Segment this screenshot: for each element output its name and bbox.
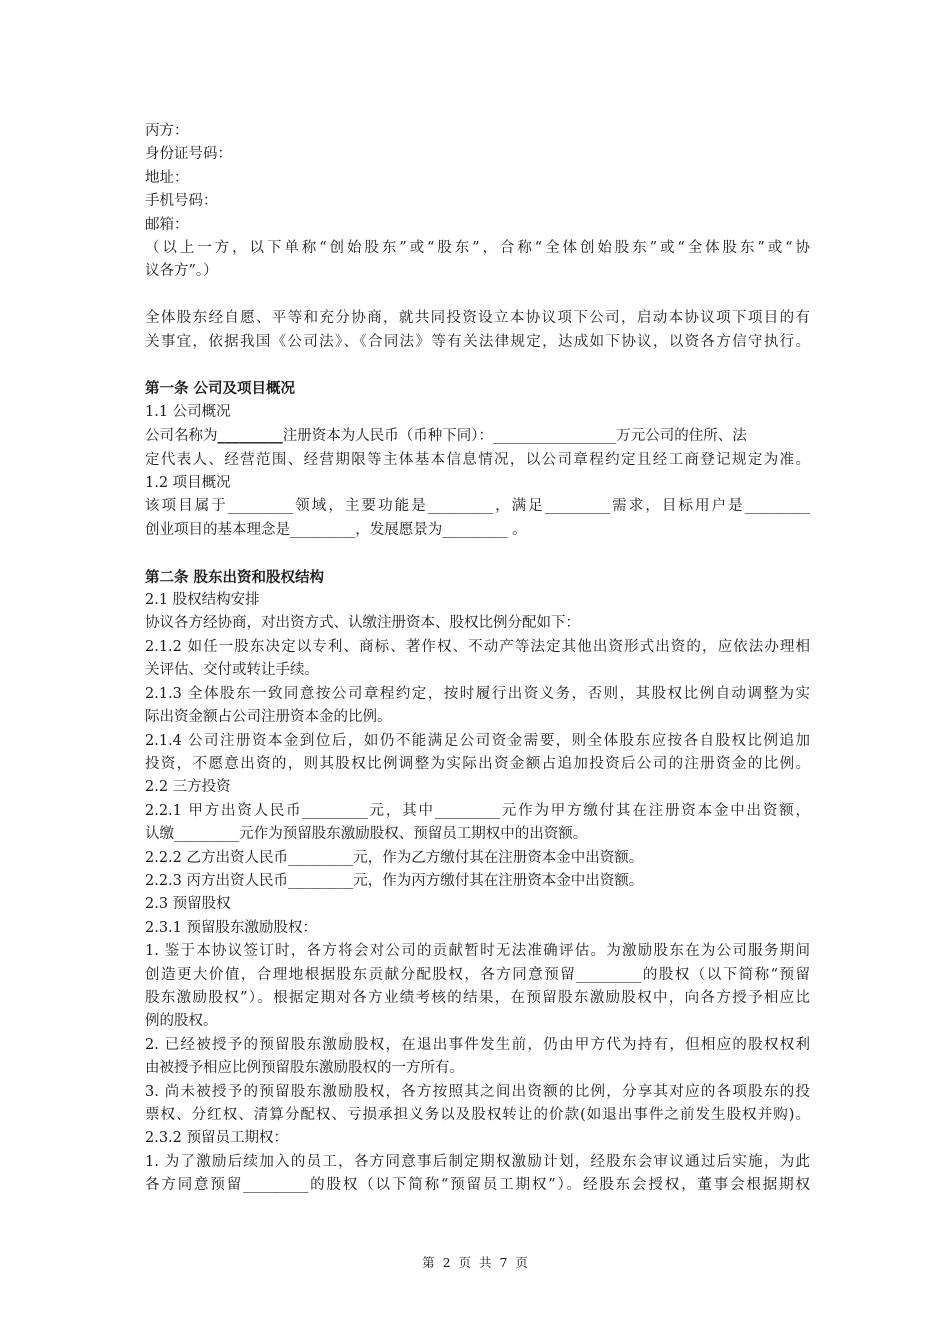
document-body [145, 120, 810, 1198]
page-number-footer: 第 2 页 共 7 页 [422, 1255, 528, 1270]
incentive-paragraph-1-line: 创造更大价值，合理地根据股东贡献分配股权，各方同意预留_________的股权（以下简称“预留 [145, 966, 810, 983]
party-c-label: 丙方： [145, 123, 189, 139]
registered-capital-text: 注册资本为人民币（币种下同）：_________________万元公司的住所、法 [282, 428, 747, 445]
clause-2-1-3-line: 际出资金额占公司注册资本金的比例。 [145, 709, 392, 726]
intro-note-line: 议各方”。） [145, 263, 218, 280]
party-c-email: 邮箱： [145, 216, 189, 233]
party-c-address: 地址： [145, 169, 189, 186]
clause-2-2-3: 2.2.3 丙方出资人民币_________元，作为丙方缴付其在注册资本金中出资额。 [145, 872, 644, 889]
clause-2-1-4-line: 2.1.4 公司注册资本金到位后，如仍不能满足公司资金需要，则全体股东应按各自股权比例追加 [145, 732, 810, 749]
intro-note-line: （以上一方，以下单称“创始股东”或“股东”，合称“全体创始股东”或“全体股东”或“协 [145, 240, 810, 257]
employee-option-paragraph-line: 各方同意预留_________的股权（以下简称“预留员工期权”）。经股东会授权，董事会根据期权 [145, 1177, 810, 1194]
article-2-heading: 第二条 股东出资和股权结构 [145, 568, 325, 586]
preamble-line: 关事宜，依据我国《公司法》、《合同法》等有关法律规定，达成如下协议，以资各方信守执行。 [145, 333, 810, 350]
section-2-3-heading: 2.3 预留股权 [145, 896, 231, 913]
section-2-3-2-heading: 2.3.2 预留员工期权： [145, 1130, 289, 1147]
section-2-1-heading: 2.1 股权结构安排 [145, 592, 260, 609]
section-2-2-heading: 2.2 三方投资 [145, 779, 231, 796]
project-overview-line: 该项目属于_________领域，主要功能是_________，满足_________需求，目标用户是_________ [145, 498, 810, 515]
preamble-line: 全体股东经自愿、平等和充分协商，就共同投资设立本协议项下公司，启动本协议项下项目的有 [145, 310, 810, 327]
clause-2-1-4-line: 投资，不愿意出资的，则其股权比例调整为实际出资金额占追加投资后公司的注册资金的比例。 [145, 755, 810, 772]
clause-2-2-2: 2.2.2 乙方出资人民币_________元，作为乙方缴付其在注册资本金中出资额。 [145, 849, 644, 866]
company-name-blank: _________ [217, 427, 283, 445]
project-overview-line: 创业项目的基本理念是_________，发展愿景为_________ 。 [145, 521, 527, 538]
incentive-paragraph-3-line: 票权、分红权、清算分配权、亏损承担义务以及股权转让的价款(如退出事件之前发生股权并购)。 [145, 1107, 810, 1124]
incentive-paragraph-1-line: 股东激励股权”）。根据定期对各方业绩考核的结果，在预留股东激励股权中，向各方授予相应比 [145, 989, 810, 1006]
employee-option-paragraph-line: 1. 为了激励后续加入的员工，各方同意事后制定期权激励计划，经股东会审议通过后实施，为此 [145, 1153, 810, 1170]
company-overview-line [145, 424, 810, 448]
incentive-paragraph-2-line: 由被授予相应比例预留股东激励股权的一方所有。 [145, 1060, 464, 1077]
clause-2-1-3-line: 2.1.3 全体股东一致同意按公司章程约定，按时履行出资义务，否则，其股权比例自动调整为实 [145, 685, 810, 702]
spacer [145, 354, 810, 377]
party-c-phone: 手机号码： [145, 193, 218, 210]
incentive-paragraph-1-line: 1. 鉴于本协议签订时，各方将会对公司的贡献暂时无法准确评估。为激励股东在为公司服务期间 [145, 943, 810, 960]
spacer [145, 284, 810, 307]
company-overview-line: 定代表人、经营范围、经营期限等主体基本信息情况，以公司章程约定且经工商登记规定为准。 [145, 451, 810, 468]
section-2-1-text: 协议各方经协商，对出资方式、认缴注册资本、股权比例分配如下： [145, 615, 580, 632]
incentive-paragraph-1-line: 例的股权。 [145, 1013, 218, 1030]
incentive-paragraph-2-line: 2. 已经被授予的预留股东激励股权，在退出事件发生前，仍由甲方代为持有，但相应的股权权利 [145, 1036, 810, 1053]
company-name-label: 公司名称为 [145, 428, 218, 445]
party-c-id-number: 身份证号码： [145, 146, 232, 163]
clause-2-2-1-line: 认缴_________元作为预留股东激励股权、预留员工期权中的出资额。 [145, 826, 588, 843]
article-1-heading: 第一条 公司及项目概况 [145, 380, 296, 398]
clause-2-1-2-line: 2.1.2 如任一股东决定以专利、商标、著作权、不动产等法定其他出资形式出资的，应依法办理相 [145, 638, 810, 655]
clause-2-1-2-line: 关评估、交付或转让手续。 [145, 662, 319, 679]
clause-2-2-1-line: 2.2.1 甲方出资人民币_________元，其中_________元作为甲方缴付其在注册资本金中出资额， [145, 802, 810, 819]
section-2-3-1-heading: 2.3.1 预留股东激励股权： [145, 919, 318, 936]
incentive-paragraph-3-line: 3. 尚未被授予的预留股东激励股权，各方按照其之间出资额的比例，分享其对应的各项股东的投 [145, 1083, 810, 1100]
section-1-2-heading: 1.2 项目概况 [145, 475, 231, 492]
spacer [145, 542, 810, 565]
section-1-1-heading: 1.1 公司概况 [145, 403, 231, 420]
